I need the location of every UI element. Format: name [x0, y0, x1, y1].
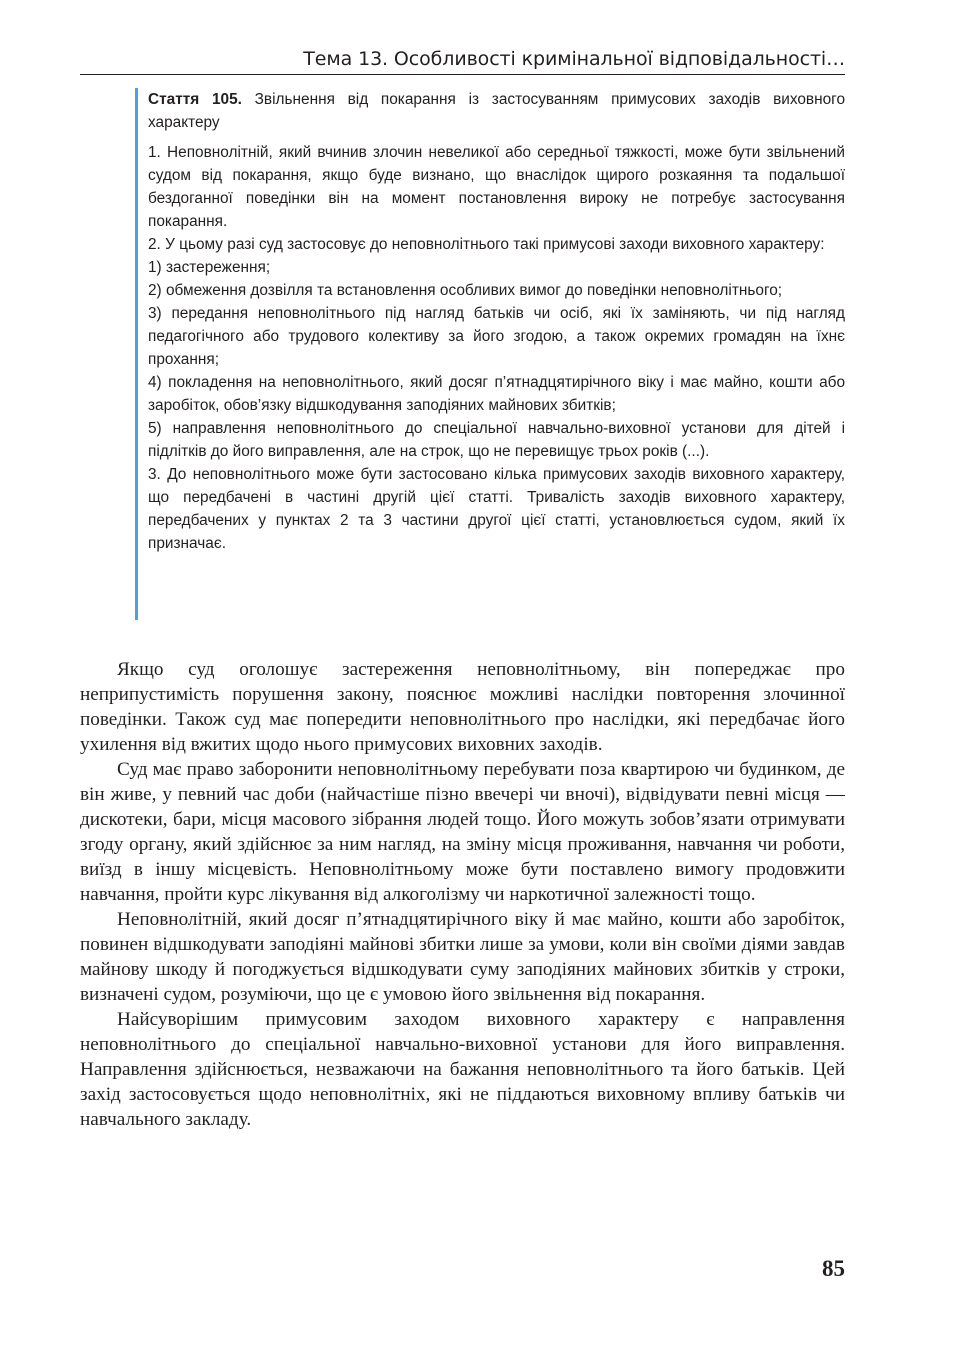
article-list-item: 5) направлення неповнолітнього до спеціальної навчально-виховної установи для дітей і підлітків до його виправлення, але на строк, що не перевищує трьох років (...). — [148, 420, 845, 460]
article-title: Звільнення від покарання із застосуванням примусових заходів виховного характеру — [148, 91, 846, 131]
article-heading — [148, 88, 845, 134]
article-list-item: 1) застереження; — [148, 259, 271, 276]
article-number: Стаття 105. — [148, 91, 242, 108]
article-quote-box — [135, 88, 845, 555]
article-accent-bar — [135, 88, 138, 620]
article-paragraph: 1. Неповнолітній, який вчинив злочин невеликої або середньої тяжкості, може бути звільнений судом від покарання, якщо буде визнано, що внаслідок щирого розкаяння та подальшої бездоганної поведінки він на момент постановлення вироку не потребує застосування покарання. — [148, 144, 845, 230]
article-paragraph: 3. До неповнолітнього може бути застосовано кілька примусових заходів виховного характеру, що передбачені в частині другій цієї статті. Тривалість заходів виховного характеру, передбачених у пунктах 2 та 3 частини другої цієї статті, установлюється судом, який їх призначає. — [148, 466, 845, 552]
article-list-item: 2) обмеження дозвілля та встановлення особливих вимог до поведінки неповнолітнього; — [148, 282, 783, 299]
article-paragraph: 2. У цьому разі суд застосовує до неповнолітнього такі примусові заходи виховного характеру: — [148, 236, 825, 253]
article-list-item: 3) передання неповнолітнього під нагляд батьків чи осіб, які їх заміняють, чи під нагляд педагогічного або трудового колективу за його згодою, а також окремих громадян на їхнє прохання; — [148, 305, 845, 368]
body-paragraph: Неповнолітній, який досяг п’ятнадцятирічного віку й має майно, кошти або заробіток, повинен відшкодувати заподіяні майнові збитки лише за умови, коли він своїми діями завдав майнову шкоду й погоджується відшкодувати суму заподіяних майнових збитків у строки, визначені судом, розуміючи, що це є умовою його звільнення від покарання. — [80, 909, 845, 1005]
article-list-item: 4) покладення на неповнолітнього, який досяг п’ятнадцятирічного віку і має майно, кошти або заробіток, обов’язку відшкодування заподіяних майнових збитків; — [148, 374, 845, 414]
article-content — [148, 88, 845, 555]
body-paragraph: Суд має право заборонити неповнолітньому перебувати поза квартирою чи будинком, де він живе, у певний час доби (найчастіше пізно ввечері чи вночі), відвідувати певні місця — дискотеки, бари, місця масового зібрання людей тощо. Його можуть зобов’язати отримувати згоду органу, який здійснює за ним нагляд, на зміну місця проживання, навчання чи роботи, виїзд в іншу місцевість. Неповнолітньому може бути поставлено вимогу продовжити навчання, пройти курс лікування від алкоголізму чи наркотичної залежності тощо. — [80, 759, 845, 905]
header-divider — [80, 74, 845, 75]
body-paragraph: Якщо суд оголошує застереження неповнолітньому, він попереджає про неприпустимість порушення закону, пояснює можливі наслідки повторення злочинної поведінки. Також суд має попередити неповнолітнього про наслідки, які передбачає його ухилення від вжитих щодо нього примусових виховних заходів. — [80, 659, 845, 755]
body-text — [80, 657, 845, 1132]
body-paragraph: Найсуворішим примусовим заходом виховного характеру є направлення неповнолітнього до спеціальної навчально-виховної установи для його виправлення. Направлення здійснюється, незважаючи на бажання неповнолітнього та його батьків. Цей захід застосовується щодо неповнолітніх, які не піддаються виховному впливу батьків чи навчального закладу. — [80, 1009, 845, 1130]
running-header-title: Тема 13. Особливості кримінальної відповідальності… — [303, 48, 845, 70]
page-number: 85 — [822, 1256, 845, 1281]
